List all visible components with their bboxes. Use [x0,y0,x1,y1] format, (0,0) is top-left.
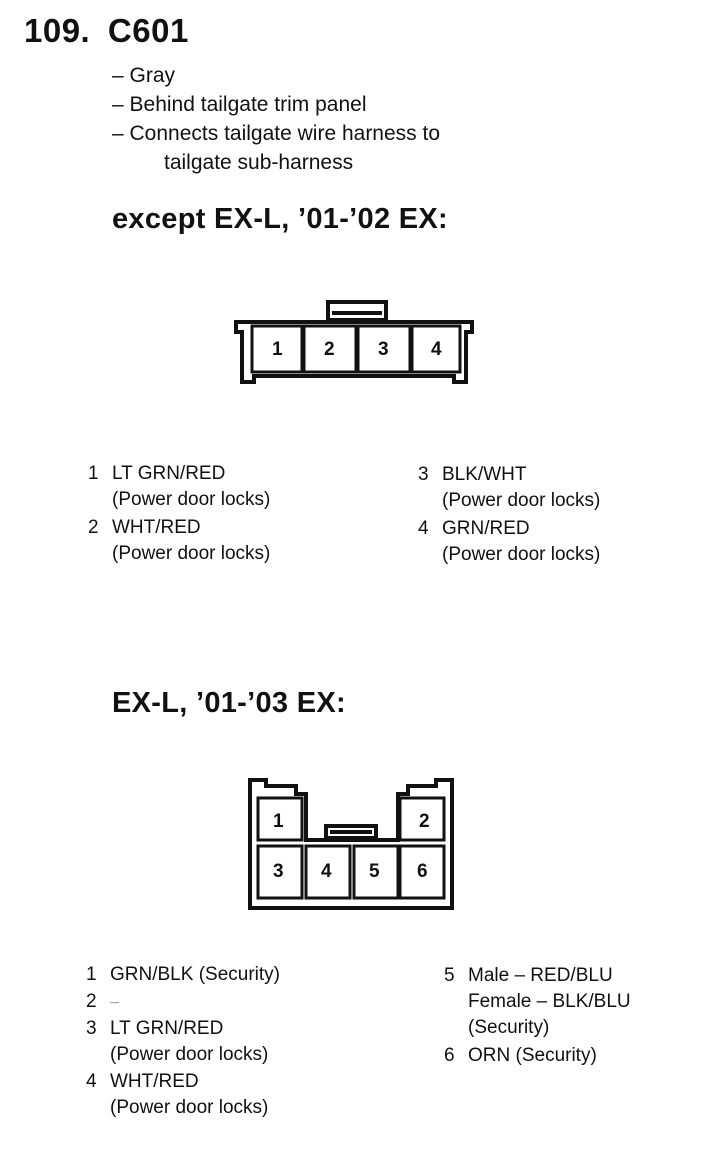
pin-number: 3 [86,1018,97,1039]
pin-number: 6 [444,1045,455,1066]
pin-wire-color: WHT/RED [110,1071,199,1092]
pin-wire-color: GRN/RED [442,518,530,539]
pin-wire-color: ORN (Security) [468,1045,597,1066]
pin-function: (Power door locks) [442,544,601,565]
pin-number: 4 [418,518,429,539]
terminal-label: 1 [272,339,283,360]
terminal-label: 6 [417,861,428,882]
pin-function: (Security) [468,1017,550,1038]
terminal-label: 2 [419,811,430,832]
detail-connects-cont: tailgate sub-harness [164,151,354,174]
section-title-except-exl: except EX-L, ’01-’02 EX: [112,203,448,235]
pin-function: (Power door locks) [110,1044,269,1065]
section-title-exl: EX-L, ’01-’03 EX: [112,687,346,719]
detail-color: – Gray [112,64,176,87]
pin-number: 1 [86,964,97,985]
connector-details [112,61,440,177]
connector-6pin-diagram [240,770,470,915]
pin-number: 4 [86,1071,97,1092]
pin-unused: — [110,997,120,1007]
pin-wire-color: BLK/WHT [442,464,527,485]
pin-wire-color: GRN/BLK (Security) [110,964,280,985]
pin-function: (Power door locks) [112,489,271,510]
terminal-label: 3 [378,339,389,360]
pin-wire-color-male: Male – RED/BLU [468,965,613,986]
pin-number: 2 [88,517,99,538]
terminal-label: 3 [273,861,284,882]
pin-number: 3 [418,464,429,485]
terminal-label: 2 [324,339,335,360]
connector-number: 109. [24,12,91,49]
pin-wire-color: LT GRN/RED [110,1018,224,1039]
detail-connects: – Connects tailgate wire harness to [112,122,441,145]
terminal-label: 1 [273,811,284,832]
pin-wire-color: WHT/RED [112,517,201,538]
pin-number: 5 [444,965,455,986]
terminal-label: 4 [321,861,332,882]
pin-function: (Power door locks) [112,543,271,564]
connector-code: C601 [107,12,189,49]
pin-function: (Power door locks) [110,1097,269,1118]
page-title [24,12,189,50]
pin-wire-color-female: Female – BLK/BLU [468,991,631,1012]
connector-4pin-diagram [220,290,490,390]
terminal-label: 5 [369,861,380,882]
detail-location: – Behind tailgate trim panel [112,93,367,116]
pin-function: (Power door locks) [442,490,601,511]
pin-number: 2 [86,991,97,1012]
pin-number: 1 [88,463,99,484]
terminal-label: 4 [431,339,442,360]
pin-wire-color: LT GRN/RED [112,463,226,484]
